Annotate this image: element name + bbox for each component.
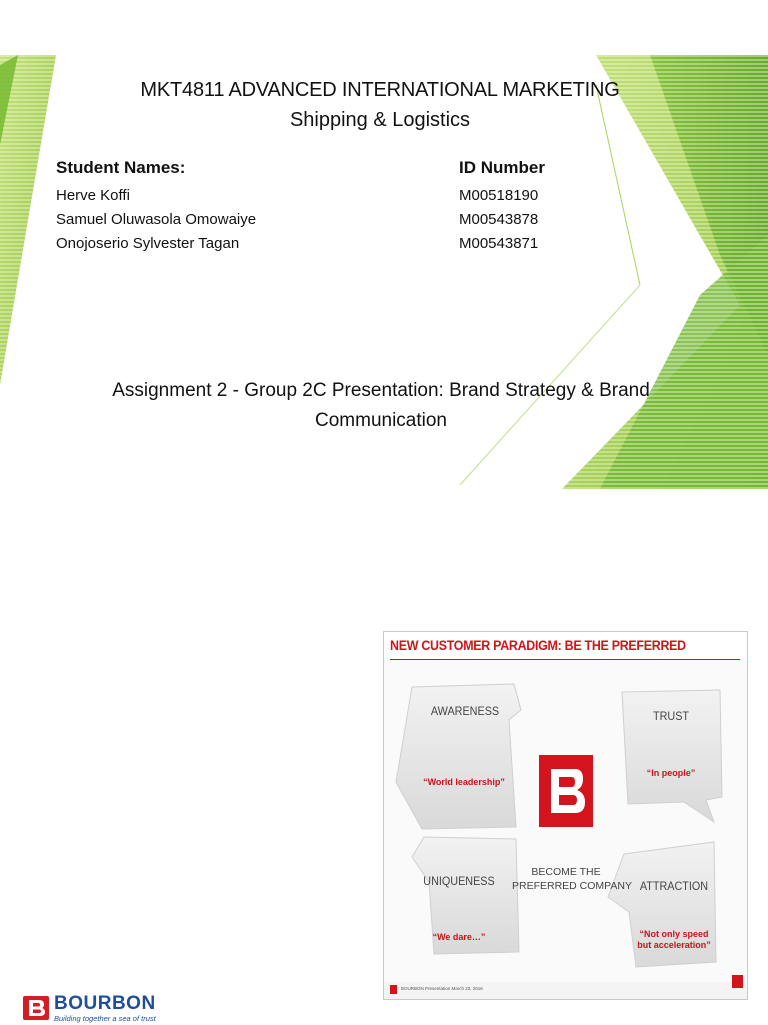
course-title: MKT4811 ADVANCED INTERNATIONAL MARKETING	[140, 79, 620, 101]
customer-paradigm-image	[383, 631, 748, 1000]
b-glyph-icon	[539, 755, 593, 827]
center-text-line1: BECOME THE	[531, 866, 601, 878]
paradigm-title: NEW CUSTOMER PARADIGM: BE THE PREFERRED	[390, 638, 686, 653]
assignment-title-line1: Assignment 2 - Group 2C Presentation: Brand Strategy & Brand	[112, 380, 650, 401]
course-subtitle: Shipping & Logistics	[289, 109, 471, 131]
bourbon-logo	[23, 992, 173, 1024]
id-number-header: ID Number	[459, 158, 545, 177]
footer-logo-icon	[732, 975, 743, 988]
attraction-label: ATTRACTION	[639, 879, 709, 893]
bourbon-tagline: Building together a sea of trust	[54, 1014, 156, 1023]
trust-quote: “In people”	[646, 768, 696, 778]
student-names-header: Student Names:	[56, 158, 186, 177]
uniqueness-label: UNIQUENESS	[423, 874, 495, 888]
footer-text: BOURBON Presentation March 22, 2016	[401, 986, 483, 991]
student-name: Samuel Oluwasola Omowaiye	[56, 211, 257, 228]
uniqueness-quote: “We dare…”	[432, 932, 486, 942]
center-text-line2: PREFERRED COMPANY	[512, 880, 632, 892]
student-id: M00543871	[459, 235, 539, 252]
bourbon-wordmark: BOURBON	[54, 993, 156, 1014]
student-name: Onojoserio Sylvester Tagan	[56, 235, 240, 252]
student-id: M00518190	[459, 187, 539, 204]
student-name: Herve Koffi	[56, 187, 130, 204]
assignment-title-line2: Communication	[315, 410, 447, 431]
footer-b-icon	[390, 985, 397, 994]
attraction-quote-line1: “Not only speed	[639, 929, 709, 939]
student-id: M00543878	[459, 211, 539, 228]
title-rule	[390, 659, 740, 660]
bourbon-mark-icon	[23, 996, 49, 1020]
assignment-title	[70, 376, 692, 436]
awareness-quote: “World leadership”	[423, 777, 505, 787]
attraction-quote-line2: but acceleration”	[637, 940, 711, 950]
center-text	[512, 865, 632, 893]
awareness-label: AWARENESS	[430, 704, 500, 718]
trust-label: TRUST	[653, 709, 689, 723]
student-ids-list	[459, 184, 538, 256]
student-names-list	[56, 184, 256, 256]
bourbon-b-logo	[539, 755, 593, 827]
title-slide	[0, 55, 768, 489]
